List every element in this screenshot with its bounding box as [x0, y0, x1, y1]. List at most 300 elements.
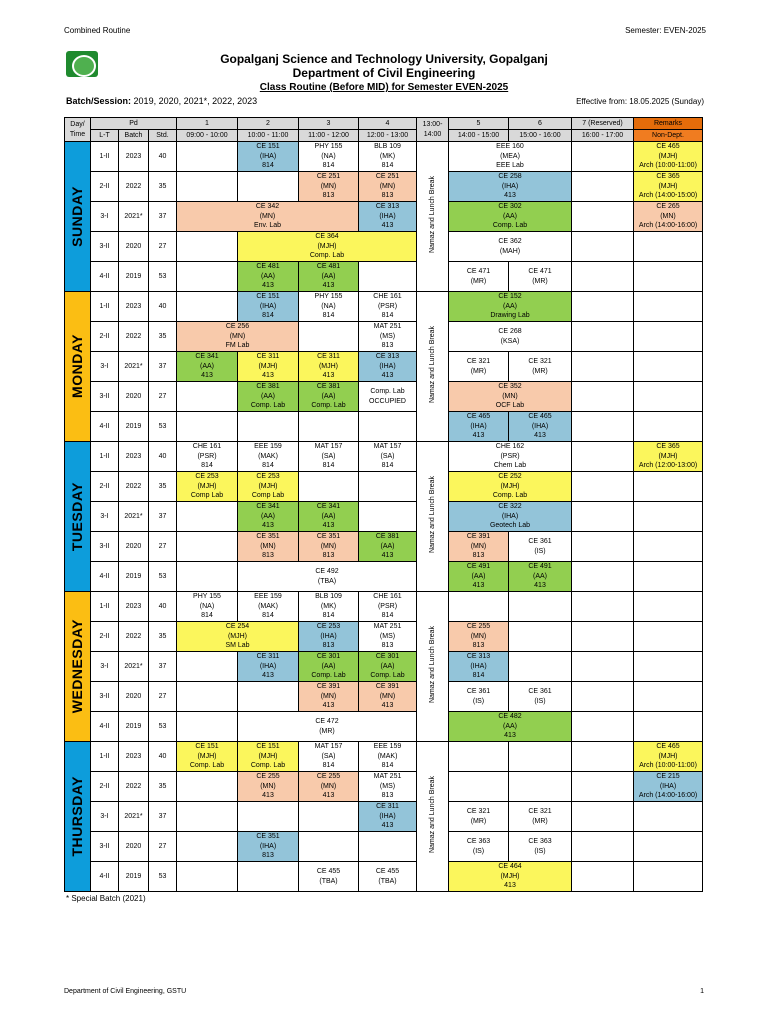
class-cell: CE 361 (IS) [509, 532, 572, 562]
class-cell: CE 256 (MN) FM Lab [177, 322, 299, 352]
class-cell [238, 412, 299, 442]
class-cell [177, 232, 238, 262]
table-row [65, 652, 703, 682]
class-cell [572, 502, 634, 532]
remarks-cell [634, 562, 703, 592]
class-cell: CE 491 (AA) 413 [449, 562, 509, 592]
batch-cell: 2019 [119, 562, 149, 592]
class-cell: CE 455 (TBA) [359, 862, 417, 892]
class-cell: CE 381 (AA) Comp. Lab [299, 382, 359, 412]
std-cell: 37 [149, 652, 177, 682]
lt-cell: 3-II [91, 232, 119, 262]
day-time-header: Day/ Time [65, 118, 91, 142]
class-cell [572, 472, 634, 502]
std-cell: 27 [149, 532, 177, 562]
class-cell: EEE 159 (MAK) 814 [238, 592, 299, 622]
footer-department: Department of Civil Engineering, GSTU [64, 988, 187, 995]
class-cell [572, 682, 634, 712]
class-cell [449, 592, 509, 622]
class-cell: CE 258 (IHA) 413 [449, 172, 572, 202]
table-row [65, 472, 703, 502]
class-cell: CE 313 (IHA) 814 [449, 652, 509, 682]
class-cell: EEE 159 (MAK) 814 [359, 742, 417, 772]
page-number: 1 [700, 988, 704, 995]
table-row [65, 802, 703, 832]
class-cell [238, 862, 299, 892]
std-cell: 35 [149, 172, 177, 202]
remarks-cell [634, 382, 703, 412]
break-cell-wednesday: Namaz and Lunch Break [417, 592, 449, 742]
batch-session [66, 96, 257, 106]
table-row [65, 322, 703, 352]
class-cell [509, 772, 572, 802]
batch-cell: 2023 [119, 442, 149, 472]
class-cell: CE 311 (IHA) 413 [359, 802, 417, 832]
lt-cell: 2-II [91, 472, 119, 502]
batch-cell: 2021* [119, 502, 149, 532]
remarks-header: Remarks [634, 118, 703, 130]
class-cell: MAT 157 (SA) 814 [359, 442, 417, 472]
class-cell: CE 342 (MN) Env. Lab [177, 202, 359, 232]
class-cell: PHY 155 (NA) 814 [177, 592, 238, 622]
remarks-cell [634, 862, 703, 892]
class-cell [238, 802, 299, 832]
class-cell: CE 391 (MN) 813 [449, 532, 509, 562]
lt-cell: 4-II [91, 862, 119, 892]
class-cell: CE 302 (AA) Comp. Lab [449, 202, 572, 232]
table-row [65, 502, 703, 532]
time-1-header: 09:00 - 10:00 [177, 130, 238, 142]
remarks-cell [634, 472, 703, 502]
class-cell [572, 532, 634, 562]
class-cell: CE 151 (MJH) Comp. Lab [238, 742, 299, 772]
remarks-cell: CE 365 (MJH) Arch (12:00-13:00) [634, 442, 703, 472]
header-right: Semester: EVEN-2025 [625, 26, 706, 35]
class-cell [238, 682, 299, 712]
remarks-cell [634, 232, 703, 262]
class-cell: CE 321 (MR) [509, 352, 572, 382]
class-cell: CE 352 (MN) OCF Lab [449, 382, 572, 412]
class-cell [177, 682, 238, 712]
pd-header: Pd [91, 118, 177, 130]
class-cell [177, 172, 238, 202]
class-cell: EEE 159 (MAK) 814 [238, 442, 299, 472]
class-cell: MAT 251 (MS) 813 [359, 622, 417, 652]
class-cell [299, 802, 359, 832]
class-cell [177, 802, 238, 832]
class-cell [177, 502, 238, 532]
period-1-header: 1 [177, 118, 238, 130]
class-cell [177, 772, 238, 802]
class-cell [572, 232, 634, 262]
table-row [65, 862, 703, 892]
batch-value: 2019, 2020, 2021*, 2022, 2023 [133, 96, 258, 106]
batch-cell: 2020 [119, 232, 149, 262]
lt-cell: 4-II [91, 412, 119, 442]
table-row [65, 412, 703, 442]
class-cell [359, 502, 417, 532]
break-cell-monday: Namaz and Lunch Break [417, 292, 449, 442]
day-tuesday: TUESDAY [65, 442, 91, 592]
class-cell: CE 361 (IS) [449, 682, 509, 712]
routine-title: Class Routine (Before MID) for Semester EVEN-2025 [259, 82, 509, 93]
class-cell [177, 262, 238, 292]
class-cell: CE 351 (MN) 813 [299, 532, 359, 562]
class-cell: CE 471 (MR) [449, 262, 509, 292]
remarks-cell [634, 652, 703, 682]
batch-cell: 2021* [119, 202, 149, 232]
class-cell: CE 322 (IHA) Geotech Lab [449, 502, 572, 532]
std-header: Std. [149, 130, 177, 142]
class-cell: CE 455 (TBA) [299, 862, 359, 892]
header-row-1 [65, 118, 703, 130]
class-cell: CE 471 (MR) [509, 262, 572, 292]
lt-cell: 1-II [91, 592, 119, 622]
class-cell: CE 481 (AA) 413 [238, 262, 299, 292]
lt-cell: 2-II [91, 622, 119, 652]
class-cell [509, 622, 572, 652]
class-cell [572, 562, 634, 592]
lt-cell: 3-I [91, 502, 119, 532]
class-cell: PHY 155 (NA) 814 [299, 292, 359, 322]
class-cell [572, 862, 634, 892]
class-cell [449, 742, 509, 772]
class-cell: CE 391 (MN) 413 [359, 682, 417, 712]
batch-cell: 2021* [119, 802, 149, 832]
class-cell: CE 492 (TBA) [238, 562, 417, 592]
class-cell: CE 321 (MR) [449, 352, 509, 382]
day-wednesday: WEDNESDAY [65, 592, 91, 742]
table-row [65, 772, 703, 802]
lt-cell: 3-II [91, 682, 119, 712]
class-cell: CE 482 (AA) 413 [449, 712, 572, 742]
class-cell: CE 362 (MAH) [449, 232, 572, 262]
class-cell: CE 381 (AA) 413 [359, 532, 417, 562]
table-row [65, 442, 703, 472]
class-cell [572, 142, 634, 172]
class-cell [299, 322, 359, 352]
class-cell: CE 381 (AA) Comp. Lab [238, 382, 299, 412]
class-cell: CE 301 (AA) Comp. Lab [359, 652, 417, 682]
lt-cell: 3-I [91, 802, 119, 832]
class-cell: CE 251 (MN) 813 [299, 172, 359, 202]
lt-cell: 3-II [91, 382, 119, 412]
class-cell: CE 321 (MR) [509, 802, 572, 832]
batch-cell: 2020 [119, 532, 149, 562]
table-row [65, 682, 703, 712]
nondept-header: Non-Dept. [634, 130, 703, 142]
remarks-cell [634, 532, 703, 562]
class-cell: CE 363 (IS) [509, 832, 572, 862]
class-cell [572, 382, 634, 412]
class-cell [299, 472, 359, 502]
batch-cell: 2020 [119, 682, 149, 712]
table-row [65, 592, 703, 622]
std-cell: 35 [149, 322, 177, 352]
std-cell: 40 [149, 592, 177, 622]
class-cell [572, 652, 634, 682]
class-cell [359, 472, 417, 502]
class-cell [572, 802, 634, 832]
period-7-header: 7 (Reserved) [572, 118, 634, 130]
header-row-2 [65, 130, 703, 142]
class-cell: CE 464 (MJH) 413 [449, 862, 572, 892]
class-cell: BLB 109 (MK) 814 [359, 142, 417, 172]
class-cell: CE 481 (AA) 413 [299, 262, 359, 292]
std-cell: 27 [149, 682, 177, 712]
class-cell [449, 772, 509, 802]
table-row [65, 292, 703, 322]
class-cell: CHE 161 (PSR) 814 [177, 442, 238, 472]
std-cell: 35 [149, 472, 177, 502]
std-cell: 27 [149, 382, 177, 412]
remarks-cell [634, 502, 703, 532]
class-cell [572, 322, 634, 352]
class-cell: CE 363 (IS) [449, 832, 509, 862]
class-cell: CE 255 (MN) 813 [449, 622, 509, 652]
remarks-cell [634, 262, 703, 292]
std-cell: 27 [149, 232, 177, 262]
class-cell: EEE 160 (MEA) EEE Lab [449, 142, 572, 172]
class-cell: PHY 155 (NA) 814 [299, 142, 359, 172]
lt-cell: 3-I [91, 652, 119, 682]
time-5-header: 14:00 - 15:00 [449, 130, 509, 142]
batch-cell: 2019 [119, 262, 149, 292]
remarks-cell [634, 412, 703, 442]
class-cell [509, 592, 572, 622]
table-row [65, 142, 703, 172]
class-cell [359, 412, 417, 442]
batch-cell: 2021* [119, 352, 149, 382]
remarks-cell [634, 322, 703, 352]
class-cell: CE 253 (MJH) Comp Lab [238, 472, 299, 502]
lt-cell: 3-II [91, 832, 119, 862]
class-cell [572, 622, 634, 652]
remarks-cell: CE 215 (IHA) Arch (14:00-16:00) [634, 772, 703, 802]
class-cell [509, 742, 572, 772]
header-left: Combined Routine [64, 26, 131, 35]
class-cell [299, 832, 359, 862]
remarks-cell [634, 352, 703, 382]
lt-cell: 2-II [91, 322, 119, 352]
department-title: Department of Civil Engineering [292, 66, 476, 80]
lt-cell: 1-II [91, 442, 119, 472]
class-cell: CE 472 (MR) [238, 712, 417, 742]
remarks-cell [634, 802, 703, 832]
class-cell: CE 341 (AA) 413 [238, 502, 299, 532]
batch-cell: 2019 [119, 862, 149, 892]
class-cell: CE 151 (MJH) Comp. Lab [177, 742, 238, 772]
class-cell: CHE 162 (PSR) Chem Lab [449, 442, 572, 472]
class-cell: MAT 157 (SA) 814 [299, 742, 359, 772]
batch-header: Batch [119, 130, 149, 142]
batch-cell: 2019 [119, 712, 149, 742]
time-3-header: 11:00 - 12:00 [299, 130, 359, 142]
lt-cell: 1-II [91, 142, 119, 172]
std-cell: 40 [149, 292, 177, 322]
class-cell: CE 313 (IHA) 413 [359, 352, 417, 382]
class-cell: CE 321 (MR) [449, 802, 509, 832]
period-4-header: 4 [359, 118, 417, 130]
table-row [65, 202, 703, 232]
class-cell [177, 292, 238, 322]
remarks-cell [634, 832, 703, 862]
class-cell: CE 313 (IHA) 413 [359, 202, 417, 232]
time-4-header: 12:00 - 13:00 [359, 130, 417, 142]
std-cell: 40 [149, 742, 177, 772]
break-header: 13:00- 14:00 [417, 118, 449, 142]
class-cell: MAT 251 (MS) 813 [359, 322, 417, 352]
class-cell [572, 412, 634, 442]
lt-cell: 2-II [91, 172, 119, 202]
class-cell: CE 268 (KSA) [449, 322, 572, 352]
batch-cell: 2023 [119, 742, 149, 772]
class-cell [572, 442, 634, 472]
class-cell: CE 361 (IS) [509, 682, 572, 712]
std-cell: 37 [149, 802, 177, 832]
period-3-header: 3 [299, 118, 359, 130]
class-cell [177, 652, 238, 682]
class-cell: CE 491 (AA) 413 [509, 562, 572, 592]
std-cell: 27 [149, 832, 177, 862]
std-cell: 53 [149, 562, 177, 592]
lt-cell: 3-I [91, 202, 119, 232]
table-row [65, 832, 703, 862]
table-row [65, 382, 703, 412]
std-cell: 53 [149, 712, 177, 742]
period-2-header: 2 [238, 118, 299, 130]
lt-cell: 1-II [91, 742, 119, 772]
table-row [65, 352, 703, 382]
class-cell [572, 202, 634, 232]
class-cell [572, 352, 634, 382]
class-cell [509, 652, 572, 682]
class-cell: CE 255 (MN) 413 [238, 772, 299, 802]
period-6-header: 6 [509, 118, 572, 130]
batch-cell: 2020 [119, 382, 149, 412]
time-7-header: 16:00 - 17:00 [572, 130, 634, 142]
day-thursday: THURSDAY [65, 742, 91, 892]
table-row [65, 742, 703, 772]
class-cell [572, 262, 634, 292]
batch-cell: 2019 [119, 412, 149, 442]
class-cell [177, 532, 238, 562]
class-cell [177, 862, 238, 892]
class-cell: CE 311 (MJH) 413 [299, 352, 359, 382]
class-cell: MAT 157 (SA) 814 [299, 442, 359, 472]
class-cell: CE 252 (MJH) Comp. Lab [449, 472, 572, 502]
class-cell: CE 251 (MN) 813 [359, 172, 417, 202]
lt-header: L-T [91, 130, 119, 142]
remarks-cell: CE 465 (MJH) Arch (10:00-11:00) [634, 742, 703, 772]
remarks-cell [634, 292, 703, 322]
period-5-header: 5 [449, 118, 509, 130]
std-cell: 37 [149, 352, 177, 382]
class-cell: CE 301 (AA) Comp. Lab [299, 652, 359, 682]
class-cell: CE 311 (MJH) 413 [238, 352, 299, 382]
remarks-cell [634, 682, 703, 712]
std-cell: 37 [149, 502, 177, 532]
class-cell: CE 341 (AA) 413 [177, 352, 238, 382]
batch-cell: 2022 [119, 472, 149, 502]
routine-table [64, 117, 703, 892]
remarks-cell: CE 465 (MJH) Arch (10:00-11:00) [634, 142, 703, 172]
break-cell-sunday: Namaz and Lunch Break [417, 142, 449, 292]
lt-cell: 4-II [91, 712, 119, 742]
lt-cell: 1-II [91, 292, 119, 322]
class-cell [238, 172, 299, 202]
std-cell: 53 [149, 412, 177, 442]
std-cell: 53 [149, 262, 177, 292]
table-row [65, 532, 703, 562]
remarks-cell [634, 592, 703, 622]
class-cell: CE 465 (IHA) 413 [509, 412, 572, 442]
class-cell [359, 262, 417, 292]
class-cell: BLB 109 (MK) 814 [299, 592, 359, 622]
class-cell [177, 832, 238, 862]
std-cell: 53 [149, 862, 177, 892]
std-cell: 35 [149, 772, 177, 802]
break-cell-thursday: Namaz and Lunch Break [417, 742, 449, 892]
remarks-cell [634, 712, 703, 742]
class-cell: CE 364 (MJH) Comp. Lab [238, 232, 417, 262]
time-2-header: 10:00 - 11:00 [238, 130, 299, 142]
remarks-cell: CE 365 (MJH) Arch (14:00-15:00) [634, 172, 703, 202]
batch-cell: 2021* [119, 652, 149, 682]
batch-cell: 2023 [119, 142, 149, 172]
class-cell [299, 412, 359, 442]
break-cell-tuesday: Namaz and Lunch Break [417, 442, 449, 592]
table-row [65, 562, 703, 592]
std-cell: 40 [149, 142, 177, 172]
class-cell: CHE 161 (PSR) 814 [359, 292, 417, 322]
lt-cell: 4-II [91, 262, 119, 292]
university-title: Gopalganj Science and Technology University, Gopalganj [220, 52, 548, 66]
table-row [65, 262, 703, 292]
time-6-header: 15:00 - 16:00 [509, 130, 572, 142]
class-cell: Comp. Lab OCCUPIED [359, 382, 417, 412]
class-cell [572, 712, 634, 742]
class-cell [572, 292, 634, 322]
table-row [65, 172, 703, 202]
lt-cell: 3-I [91, 352, 119, 382]
table-row [65, 712, 703, 742]
class-cell [572, 772, 634, 802]
class-cell [572, 592, 634, 622]
class-cell: CE 311 (IHA) 413 [238, 652, 299, 682]
std-cell: 37 [149, 202, 177, 232]
class-cell [572, 742, 634, 772]
class-cell [572, 172, 634, 202]
batch-label: Batch/Session: [66, 96, 132, 106]
batch-cell: 2022 [119, 622, 149, 652]
class-cell: MAT 251 (MS) 813 [359, 772, 417, 802]
batch-cell: 2023 [119, 592, 149, 622]
class-cell [177, 562, 238, 592]
batch-cell: 2020 [119, 832, 149, 862]
day-sunday: SUNDAY [65, 142, 91, 292]
class-cell [572, 832, 634, 862]
std-cell: 40 [149, 442, 177, 472]
class-cell [177, 712, 238, 742]
batch-cell: 2022 [119, 172, 149, 202]
class-cell [177, 142, 238, 172]
batch-cell: 2022 [119, 322, 149, 352]
table-row [65, 622, 703, 652]
class-cell: CE 255 (MN) 413 [299, 772, 359, 802]
remarks-cell: CE 265 (MN) Arch (14:00-16:00) [634, 202, 703, 232]
lt-cell: 4-II [91, 562, 119, 592]
